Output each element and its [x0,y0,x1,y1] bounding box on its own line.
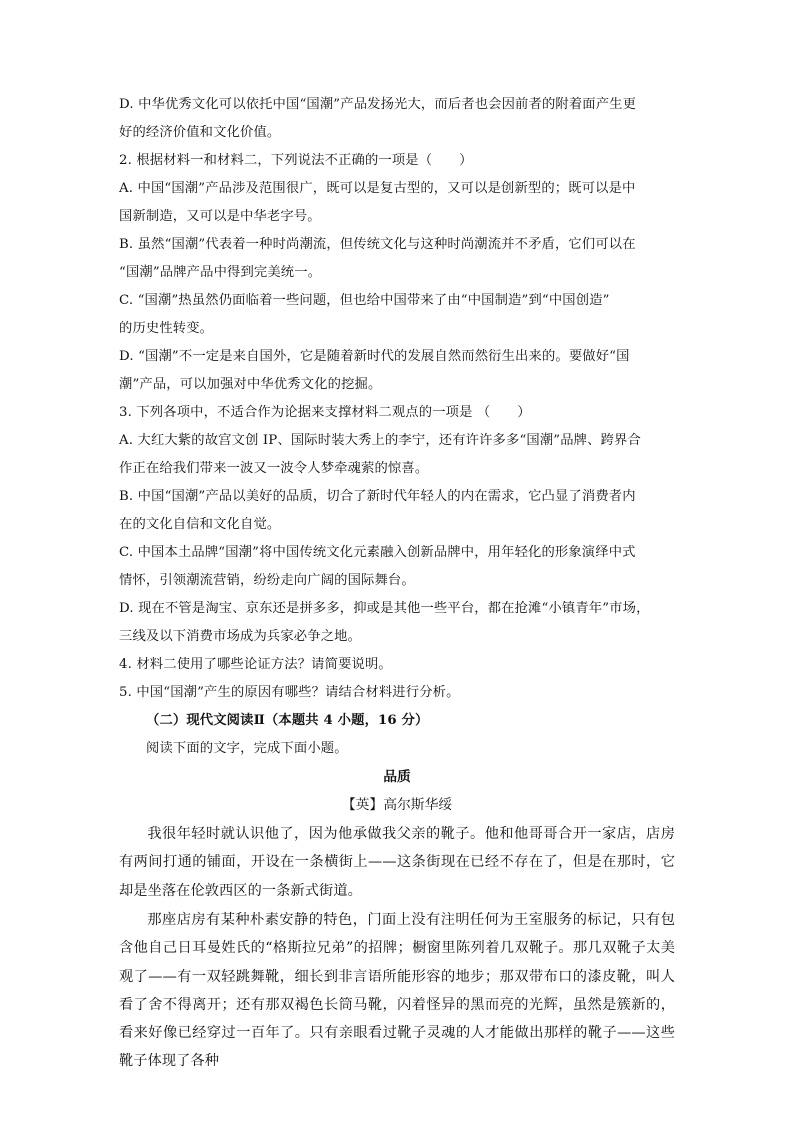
q3-option-d-line2: 三线及以下消费市场成为兵家必争之地。 [119,629,362,644]
q3-option-b-line1: B. 中国“国潮”产品以美好的品质，切合了新时代年轻人的内在需求，它凸显了消费者内 [119,489,636,504]
q5-stem: 5. 中国“国潮”产生的原因有哪些？请结合材料进行分析。 [119,685,460,700]
q3-option-c-line1: C. 中国本土品牌“国潮”将中国传统文化元素融入创新品牌中，用年轻化的形象演绎中式 [119,545,636,560]
article-paragraph-1: 我很年轻时就认识他了，因为他承做我父亲的靴子。他和他哥哥合开一家店，店房有两间打通的铺面，开设在一条横街上——这条街现在已经不存在了，但是在那时，它却是坐落在伦敦西区的一条新式街道。 [119,826,675,899]
q2-option-c-line2: 的历史性转变。 [119,321,214,336]
q2-option-a-line2: 国新制造，又可以是中华老字号。 [119,209,321,224]
q3-option-a-line1: A. 大红大紫的故宫文创 IP、国际时装大秀上的李宁，还有许许多多“国潮”品牌、跨界合 [119,433,641,448]
q3-option-c-line2: 情怀，引领潮流营销，纷纷走向广阔的国际舞台。 [119,573,415,588]
q2-option-c-line1: C. “国潮”热虽然仍面临着一些问题，但也给中国带来了由“中国制造”到“中国创造” [119,293,610,308]
q4-stem: 4. 材料二使用了哪些论证方法？请简要说明。 [119,657,392,672]
q1-option-d-line1: D. 中华优秀文化可以依托中国“国潮”产品发扬光大，而后者也会因前者的附着面产生更 [119,97,637,112]
article-author: 【英】高尔斯华绥 [341,797,453,813]
q2-option-d-line2: 潮”产品，可以加强对中华优秀文化的挖掘。 [119,377,382,392]
q3-option-a-line2: 作正在给我们带来一波又一波令人梦牵魂萦的惊喜。 [119,461,429,476]
q2-stem: 2. 根据材料一和材料二，下列说法不正确的一项是（ ） [119,153,473,168]
q1-option-d-line2: 好的经济价值和文化价值。 [119,125,281,140]
q2-option-a-line1: A. 中国“国潮”产品涉及范围很广，既可以是复古型的，又可以是创新型的；既可以是中 [119,181,636,196]
q2-option-b-line2: “国潮”品牌产品中得到完美统一。 [119,265,322,280]
reading-instruction: 阅读下面的文字，完成下面小题。 [146,741,348,756]
q3-option-b-line2: 在的文化自信和文化自觉。 [119,517,281,532]
article-paragraph-2: 那座店房有某种朴素安静的特色，门面上没有注明任何为王室服务的标记，只有包含他自己日耳曼姓氏的“格斯拉兄弟”的招牌；橱窗里陈列着几双靴子。那几双靴子太美观了——有一双轻跳舞靴，细长到非言语所能形容的地步；那双带布口的漆皮靴，叫人看了舍不得离开；还有那双褐色长筒马靴，闪着怪异的黑而亮的光辉，虽然是簇新的，看来好像已经穿过一百年了。只有亲眼看过靴子灵魂的人才能做出那样的靴子——这些靴子体现了各种 [119,912,675,1070]
article-title: 品质 [383,769,411,785]
q3-option-d-line1: D. 现在不管是淘宝、京东还是拼多多，抑或是其他一些平台，都在抢滩“小镇青年”市场， [119,601,650,616]
section-heading: （二）现代文阅读Ⅱ（本题共 4 小题，16 分） [146,713,429,728]
q2-option-b-line1: B. 虽然“国潮”代表着一种时尚潮流，但传统文化与这种时尚潮流并不矛盾，它们可以在 [119,237,636,252]
q3-stem: 3. 下列各项中，不适合作为论据来支撑材料二观点的一项是 （ ） [119,405,531,420]
q2-option-d-line1: D. “国潮”不一定是来自国外，它是随着新时代的发展自然而然衍生出来的。要做好“国 [119,349,630,364]
